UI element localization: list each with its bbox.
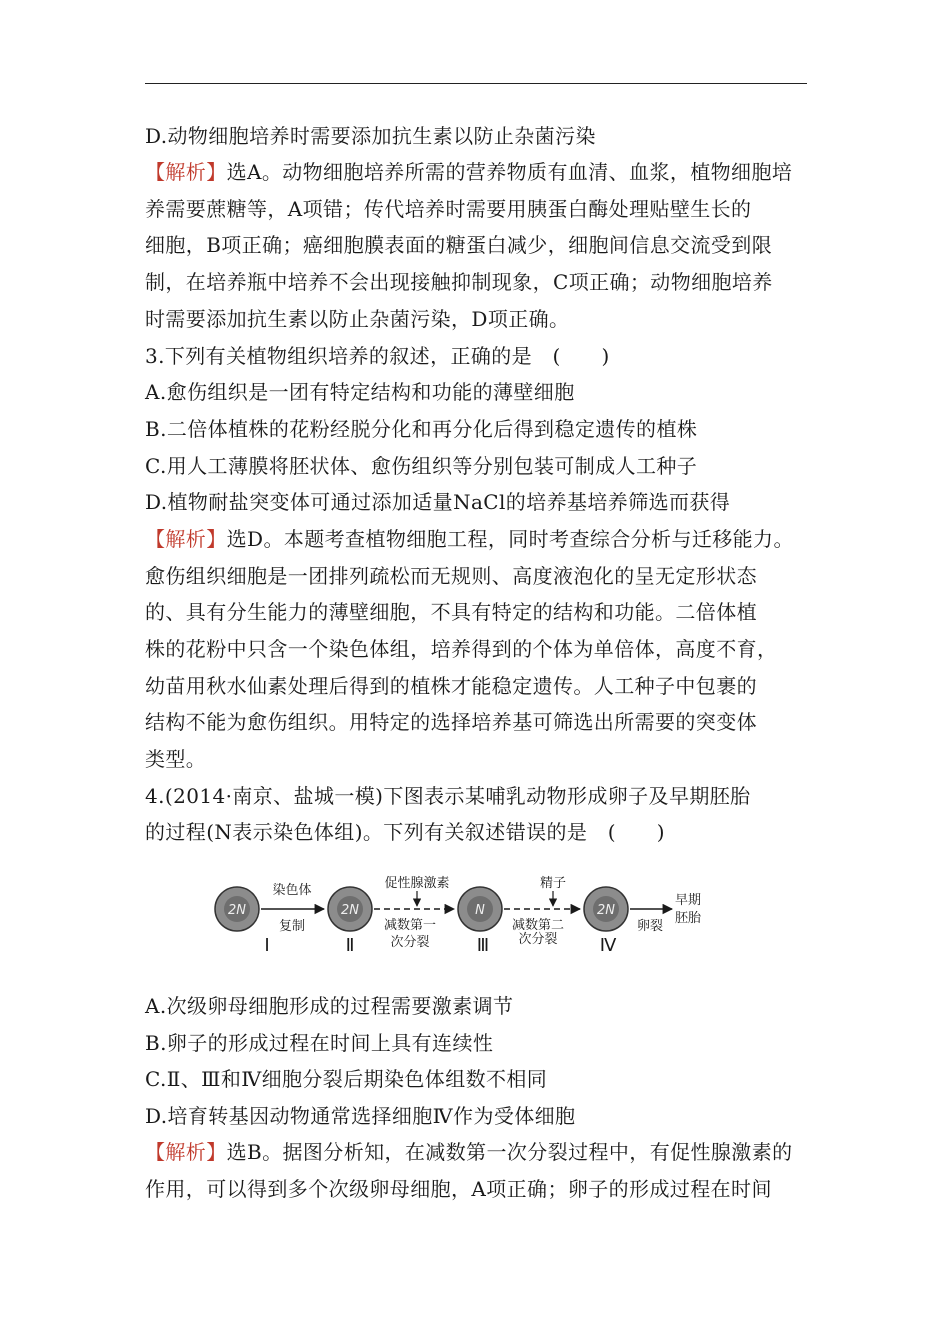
option-a-q4: A.次级卵母细胞形成的过程需要激素调节 [145,994,514,1018]
cell-4 [584,887,628,956]
text-line: 愈伤组织细胞是一团排列疏松而无规则、高度液泡化的呈无定形状态 [145,564,757,588]
question-4-cont: 的过程(N表示染色体组)。下列有关叙述错误的是 ( ) [145,820,665,844]
analysis-tag: 【解析】 [145,527,227,551]
option-b-q4: B.卵子的形成过程在时间上具有连续性 [145,1031,494,1055]
text-line: 细胞，B项正确；癌细胞膜表面的糖蛋白减少，细胞间信息交流受到限 [145,233,773,257]
step2-a: 减数第一 [383,918,437,933]
analysis-q3: 【解析】选D。本题考查植物细胞工程，同时考查综合分析与迁移能力。 [145,527,794,551]
step3-a: 减数第二 [511,918,565,933]
oogenesis-diagram [210,872,710,962]
cell-1-roman: Ⅰ [264,935,270,956]
option-c-q3: C.用人工薄膜将胚状体、愈伤组织等分别包装可制成人工种子 [145,454,698,478]
cell-2-roman: Ⅱ [345,935,355,956]
analysis-tag: 【解析】 [145,160,227,184]
analysis-tag: 【解析】 [145,1140,227,1164]
question-4: 4.(2014·南京、盐城一模)下图表示某哺乳动物形成卵子及早期胚胎 [145,784,751,808]
cell-1 [215,887,270,956]
text-line: 幼苗用秋水仙素处理后得到的植株才能稳定遗传。人工种子中包裹的 [145,674,757,698]
step1-top: 染色体 [272,883,312,898]
cell-4-label: 2N [597,903,615,918]
question-3: 3.下列有关植物组织培养的叙述，正确的是 ( ) [145,344,610,368]
cell-2 [328,887,372,956]
header-rule [145,83,807,84]
option-d-q4: D.培育转基因动物通常选择细胞Ⅳ作为受体细胞 [145,1104,576,1128]
end-b: 胚胎 [674,911,702,926]
option-c-q4: C.Ⅱ、Ⅲ和Ⅳ细胞分裂后期染色体组数不相同 [145,1067,548,1091]
text-line: 的、具有分生能力的薄壁细胞，不具有特定的结构和功能。二倍体植 [145,600,757,624]
analysis-q4: 【解析】选B。据图分析知，在减数第一次分裂过程中，有促性腺激素的 [145,1140,793,1164]
text-line: 类型。 [145,747,207,771]
option-a-q3: A.愈伤组织是一团有特定结构和功能的薄壁细胞 [145,380,575,404]
cell-3-label: N [475,903,485,918]
text-line: 养需要蔗糖等，A项错；传代培养时需要用胰蛋白酶处理贴壁生长的 [145,197,752,221]
cell-2-label: 2N [341,903,359,918]
text-line: 株的花粉中只含一个染色体组，培养得到的个体为单倍体，高度不育， [145,637,778,661]
text-line: 制，在培养瓶中培养不会出现接触抑制现象，C项正确；动物细胞培养 [145,270,773,294]
analysis-q2: 【解析】选A。动物细胞培养所需的营养物质有血清、血浆，植物细胞培 [145,160,793,184]
hormone-label: 促性腺激素 [384,876,450,891]
option-b-q3: B.二倍体植株的花粉经脱分化和再分化后得到稳定遗传的植株 [145,417,698,441]
step1-bottom: 复制 [278,919,306,934]
step2-b: 次分裂 [390,935,430,950]
cell-1-label: 2N [228,903,246,918]
text-line: 结构不能为愈伤组织。用特定的选择培养基可筛选出所需要的突变体 [145,710,757,734]
option-d-q2: D.动物细胞培养时需要添加抗生素以防止杂菌污染 [145,124,596,148]
cell-3 [458,887,502,956]
cell-4-roman: Ⅳ [599,935,617,956]
option-d-q3: D.植物耐盐突变体可通过添加适量NaCl的培养基培养筛选而获得 [145,490,731,514]
cleavage-label: 卵裂 [636,919,664,934]
text-line: 作用，可以得到多个次级卵母细胞，A项正确；卵子的形成过程在时间 [145,1177,772,1201]
cell-3-roman: Ⅲ [476,935,490,956]
step3-b: 次分裂 [518,932,558,947]
sperm-label: 精子 [539,876,567,891]
text-line: 时需要添加抗生素以防止杂菌污染，D项正确。 [145,307,570,331]
end-a: 早期 [674,893,702,908]
